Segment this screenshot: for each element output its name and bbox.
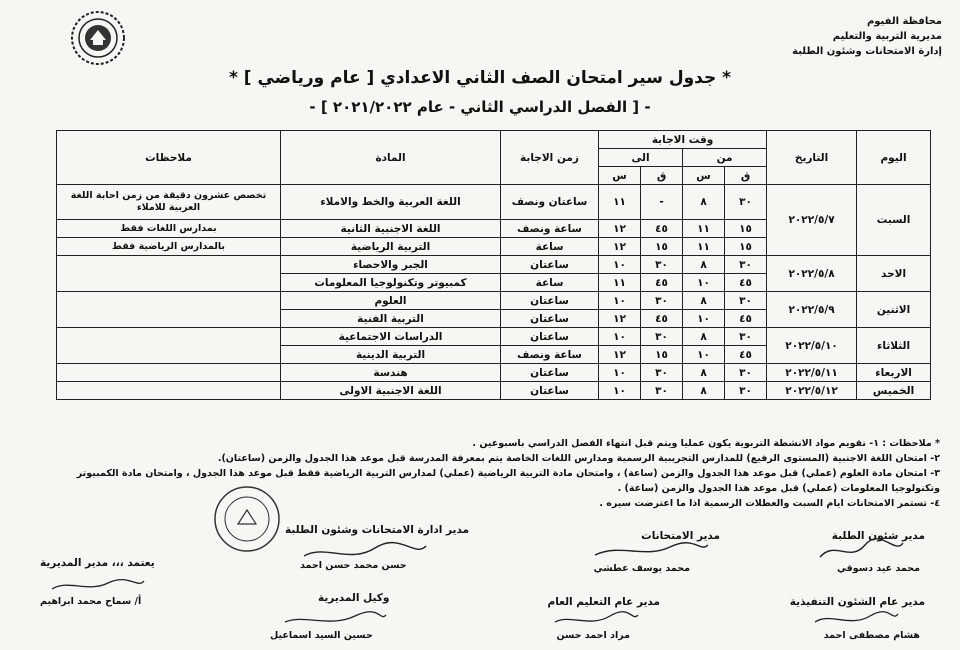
col-header-to-min: ق [641, 167, 683, 185]
signature-scribble [300, 538, 430, 566]
date-cell: ٢٠٢٢/٥/١٢ [767, 382, 857, 400]
col-header-to-hour: س [599, 167, 641, 185]
to-min-cell: ١٥ [641, 238, 683, 256]
subject-cell: العلوم [281, 292, 501, 310]
table-row [57, 185, 931, 220]
duration-cell: ساعة [501, 238, 599, 256]
to-min-cell: ٤٥ [641, 310, 683, 328]
note-line: * ملاحظات : ١- تقويم مواد الانشطة التربوية يكون عمليا ويتم قبل انتهاء الفصل الدراسي باسبوعين . [472, 438, 940, 449]
col-header-remarks: ملاحظات [57, 131, 281, 185]
subject-cell: التربية الرياضية [281, 238, 501, 256]
from-min-cell: ٣٠ [725, 364, 767, 382]
table-row [57, 256, 931, 274]
note-line: ٤- تستمر الامتحانات ايام السبت والعطلات الرسمية اذا ما اعترضت سيره . [599, 498, 940, 509]
to-min-cell: ٣٠ [641, 364, 683, 382]
date-cell: ٢٠٢٢/٥/٧ [767, 185, 857, 256]
duration-cell: ساعتان [501, 256, 599, 274]
duration-cell: ساعة [501, 274, 599, 292]
from-hour-cell: ١٠ [683, 310, 725, 328]
ministry-logo-icon [70, 10, 126, 66]
subject-cell: الجبر والاحصاء [281, 256, 501, 274]
duration-cell: ساعتان ونصف [501, 185, 599, 220]
day-cell: الخميس [857, 382, 931, 400]
to-hour-cell: ١٠ [599, 256, 641, 274]
from-hour-cell: ١١ [683, 220, 725, 238]
students-affairs-title: مدير شئون الطلبة [831, 530, 925, 542]
from-hour-cell: ٨ [683, 256, 725, 274]
directorate-name: مديرية التربية والتعليم [832, 31, 942, 42]
table-row [57, 364, 931, 382]
subject-cell: اللغة العربية والخط والاملاء [281, 185, 501, 220]
subject-cell: التربية الدينية [281, 346, 501, 364]
exams-admin-name: حسن محمد حسن احمد [300, 560, 407, 571]
subject-cell: اللغة الاجنبية الاولى [281, 382, 501, 400]
from-min-cell: ٣٠ [725, 256, 767, 274]
from-min-cell: ٣٠ [725, 292, 767, 310]
to-hour-cell: ١٠ [599, 364, 641, 382]
remark-cell [57, 382, 281, 400]
subject-cell: التربية الفنية [281, 310, 501, 328]
remark-cell: بالمدارس الرياضية فقط [57, 238, 281, 256]
date-cell: ٢٠٢٢/٥/١٠ [767, 328, 857, 364]
signature-scribble [815, 535, 905, 565]
duration-cell: ساعة ونصف [501, 220, 599, 238]
subject-cell: اللغة الاجنبية الثانية [281, 220, 501, 238]
col-header-day: اليوم [857, 131, 931, 185]
col-header-date: التاريخ [767, 131, 857, 185]
note-line: وتكنولوجيا المعلومات (عملي) قبل موعد هذا الجدول والزمن (ساعة) . [617, 483, 940, 494]
to-min-cell: ٣٠ [641, 256, 683, 274]
exams-admin-title: مدير ادارة الامتحانات وشئون الطلبة [285, 524, 470, 536]
remark-cell [57, 364, 281, 382]
table-row [57, 328, 931, 346]
subject-cell: الدراسات الاجتماعية [281, 328, 501, 346]
from-min-cell: ١٥ [725, 238, 767, 256]
exam-schedule-table [56, 130, 931, 400]
general-education-name: مراد احمد حسن [556, 630, 630, 641]
exams-director-title: مدير الامتحانات [641, 530, 720, 542]
from-min-cell: ٣٠ [725, 185, 767, 220]
deputy-name: حسين السيد اسماعيل [270, 630, 373, 641]
page-subtitle: - [ الفصل الدراسي الثاني - عام ٢٠٢١/٢٠٢٢ ] - [309, 98, 651, 116]
from-hour-cell: ٨ [683, 328, 725, 346]
remark-cell [57, 328, 281, 364]
department-name: إدارة الامتحانات وشئون الطلبة [792, 46, 942, 57]
date-cell: ٢٠٢٢/٥/٩ [767, 292, 857, 328]
exams-director-name: محمد يوسف عطشي [593, 563, 690, 574]
signature-scribble [810, 608, 900, 630]
header-block [792, 14, 942, 59]
day-cell: الاثنين [857, 292, 931, 328]
duration-cell: ساعتان [501, 328, 599, 346]
to-min-cell: ٤٥ [641, 274, 683, 292]
signature-scribble [590, 535, 710, 565]
subject-cell: كمبيوتر وتكنولوجيا المعلومات [281, 274, 501, 292]
from-hour-cell: ١٠ [683, 346, 725, 364]
signature-scribble [48, 575, 148, 597]
col-header-time: وقت الاجابة [599, 131, 767, 149]
date-cell: ٢٠٢٢/٥/٨ [767, 256, 857, 292]
to-hour-cell: ١٢ [599, 346, 641, 364]
remark-cell: بمدارس اللغات فقط [57, 220, 281, 238]
note-line: ٣- امتحان مادة العلوم (عملي) قبل موعد هذا الجدول والزمن (ساعة) ، وامتحان مادة التربية الرياضية (عملي) لمدارس التربية الرياضية فقط قبل موعد هذا الجدول ، وامتحان مادة الكمبيوتر [76, 468, 940, 479]
governorate-name: محافظة الفيوم [866, 16, 942, 27]
director-name: أ/ سماح محمد ابراهيم [40, 596, 142, 607]
remark-cell [57, 256, 281, 292]
signature-scribble [550, 610, 640, 630]
duration-cell: ساعتان [501, 364, 599, 382]
to-hour-cell: ١٢ [599, 220, 641, 238]
students-affairs-name: محمد عيد دسوقي [836, 563, 920, 574]
official-stamp-icon [212, 484, 282, 554]
col-header-to: الى [599, 149, 683, 167]
col-header-from: من [683, 149, 767, 167]
to-hour-cell: ١١ [599, 274, 641, 292]
to-min-cell: ١٥ [641, 346, 683, 364]
to-hour-cell: ١٠ [599, 292, 641, 310]
from-hour-cell: ١٠ [683, 274, 725, 292]
note-line: ٢- امتحان اللغة الاجنبية (المستوى الرفيع) للمدارس التجريبية الرسمية ومدارس اللغات الخاصة يتم بمعرفة المدرسة قبل موعد هذا الجدول والزمن (ساعتان). [217, 453, 940, 464]
general-education-title: مدير عام التعليم العام [547, 596, 660, 608]
to-min-cell: ٣٠ [641, 292, 683, 310]
from-min-cell: ٣٠ [725, 328, 767, 346]
col-header-subject: المادة [281, 131, 501, 185]
table-row [57, 382, 931, 400]
from-min-cell: ٣٠ [725, 382, 767, 400]
from-hour-cell: ٨ [683, 292, 725, 310]
from-hour-cell: ٨ [683, 185, 725, 220]
col-header-duration: زمن الاجابة [501, 131, 599, 185]
notes-block [10, 436, 940, 511]
from-hour-cell: ٨ [683, 364, 725, 382]
from-min-cell: ٤٥ [725, 346, 767, 364]
to-hour-cell: ١٠ [599, 328, 641, 346]
to-hour-cell: ١٢ [599, 310, 641, 328]
col-header-from-min: ق [725, 167, 767, 185]
day-cell: الثلاثاء [857, 328, 931, 364]
from-min-cell: ١٥ [725, 220, 767, 238]
to-hour-cell: ١٢ [599, 238, 641, 256]
date-cell: ٢٠٢٢/٥/١١ [767, 364, 857, 382]
to-min-cell: ٣٠ [641, 382, 683, 400]
duration-cell: ساعتان [501, 292, 599, 310]
remark-cell [57, 292, 281, 328]
from-hour-cell: ١١ [683, 238, 725, 256]
executive-affairs-name: هشام مصطفى احمد [823, 630, 920, 641]
day-cell: السبت [857, 185, 931, 256]
executive-affairs-title: مدير عام الشئون التنفيذية [789, 596, 925, 608]
from-hour-cell: ٨ [683, 382, 725, 400]
to-min-cell: ٣٠ [641, 328, 683, 346]
from-min-cell: ٤٥ [725, 274, 767, 292]
duration-cell: ساعة ونصف [501, 346, 599, 364]
table-row [57, 292, 931, 310]
subject-cell: هندسة [281, 364, 501, 382]
to-hour-cell: ١١ [599, 185, 641, 220]
director-title: يعتمد ،،، مدير المديرية [40, 557, 155, 569]
to-hour-cell: ١٠ [599, 382, 641, 400]
from-min-cell: ٤٥ [725, 310, 767, 328]
day-cell: الاربعاء [857, 364, 931, 382]
to-min-cell: ٤٥ [641, 220, 683, 238]
signature-scribble [280, 610, 390, 630]
to-min-cell: - [641, 185, 683, 220]
col-header-from-hour: س [683, 167, 725, 185]
duration-cell: ساعتان [501, 310, 599, 328]
deputy-title: وكيل المديرية [318, 592, 390, 604]
day-cell: الاحد [857, 256, 931, 292]
duration-cell: ساعتان [501, 382, 599, 400]
remark-cell: تخصص عشرون دقيقة من زمن احابة اللغة العربية للاملاء [57, 185, 281, 220]
page-title: * جدول سير امتحان الصف الثاني الاعدادي [ عام ورياضي ] * [228, 68, 732, 88]
